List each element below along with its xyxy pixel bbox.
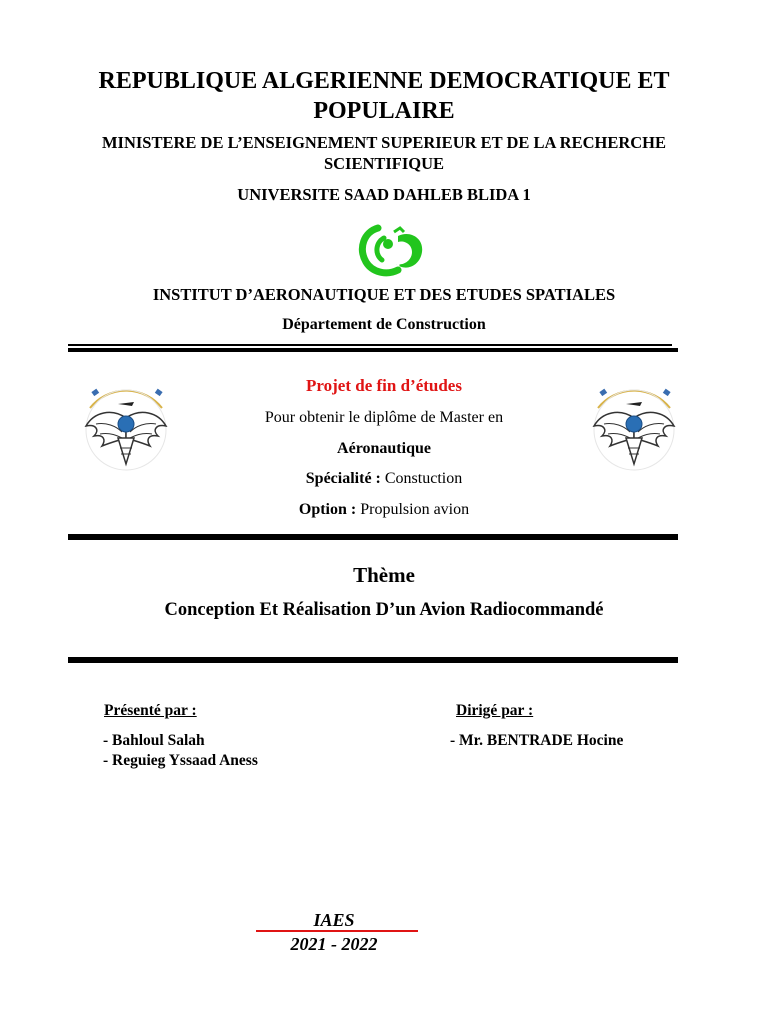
department-title: Département de Construction [282, 316, 486, 333]
university-title: UNIVERSITE SAAD DAHLEB BLIDA 1 [237, 185, 531, 204]
red-underline [256, 930, 418, 932]
supervisor-name: - Mr. BENTRADE Hocine [450, 732, 624, 749]
divider [68, 657, 678, 663]
republic-title: REPUBLIQUE ALGERIENNE DEMOCRATIQUE ET POPULAIRE [98, 68, 670, 124]
academic-year: 2021 - 2022 [290, 934, 378, 954]
institution-acronym: IAES [313, 910, 355, 930]
option-value: Propulsion avion [360, 501, 470, 518]
ministry-title: MINISTERE DE L’ENSEIGNEMENT SUPERIEUR ET DE LA RECHERCHE SCIENTIFIQUE [101, 133, 667, 173]
diploma-field: Aéronautique [337, 440, 431, 457]
option-label: Option : [298, 501, 357, 518]
speciality-label: Spécialité : [305, 470, 381, 487]
presented-by-label: Présenté par : [104, 702, 197, 719]
directed-by-label: Dirigé par : [456, 702, 534, 719]
divider [68, 344, 672, 346]
option-line [0, 501, 768, 519]
theme-label: Thème [353, 563, 415, 587]
divider [68, 348, 678, 352]
speciality-line [0, 470, 768, 488]
institute-title: INSTITUT D’AERONAUTIQUE ET DES ETUDES SPATIALES [152, 285, 616, 304]
university-logo-icon [354, 222, 430, 278]
diploma-line: Pour obtenir le diplôme de Master en [264, 409, 504, 426]
speciality-value: Constuction [384, 470, 463, 487]
thesis-title: Conception Et Réalisation D’un Avion Radiocommandé [164, 600, 604, 620]
student-name: - Reguieg Yssaad Aness [103, 752, 258, 769]
divider [68, 534, 678, 540]
project-type: Projet de fin d’études [306, 376, 462, 395]
student-name: - Bahloul Salah [103, 732, 205, 749]
